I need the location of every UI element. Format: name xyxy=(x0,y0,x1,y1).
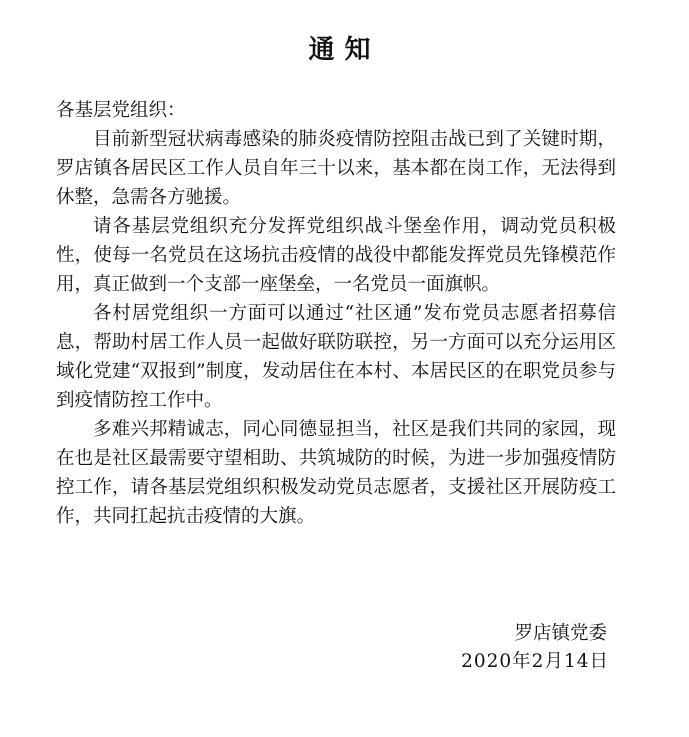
paragraph-4: 多难兴邦精诚志，同心同德显担当，社区是我们共同的家园，现在也是社区最需要守望相助、共筑城防的时候，为进一步加强疫情防控工作，请各基层党组织积极发动党员志愿者，支援社区开展防疫工作，共同扛起抗击疫情的大旗。 xyxy=(56,419,616,527)
salutation: 各基层党组织： xyxy=(56,100,186,121)
paragraph-2: 请各基层党组织充分发挥党组织战斗堡垒作用，调动党员积极性，使每一名党员在这场抗击疫情的战役中都能发挥党员先锋模范作用，真正做到一个支部一座堡垒，一名党员一面旗帜。 xyxy=(56,216,616,295)
paragraph-1: 目前新型冠状病毒感染的肺炎疫情防控阻击战已到了关键时期，罗店镇各居民区工作人员自年三十以来，基本都在岗工作，无法得到休整，急需各方驰援。 xyxy=(56,129,616,208)
notice-title: 通知 xyxy=(308,35,381,65)
notice-body xyxy=(56,96,616,531)
signature-block xyxy=(461,620,609,676)
signature-organization: 罗店镇党委 xyxy=(514,623,607,644)
paragraph-3: 各村居党组织一方面可以通过“社区通”发布党员志愿者招募信息，帮助村居工作人员一起做好联防联控，另一方面可以充分运用区域化党建“双报到”制度，发动居住在本村、本居民区的在职党员参与到疫情防控工作中。 xyxy=(56,303,616,411)
signature-date: 2020年2月14日 xyxy=(461,651,609,672)
